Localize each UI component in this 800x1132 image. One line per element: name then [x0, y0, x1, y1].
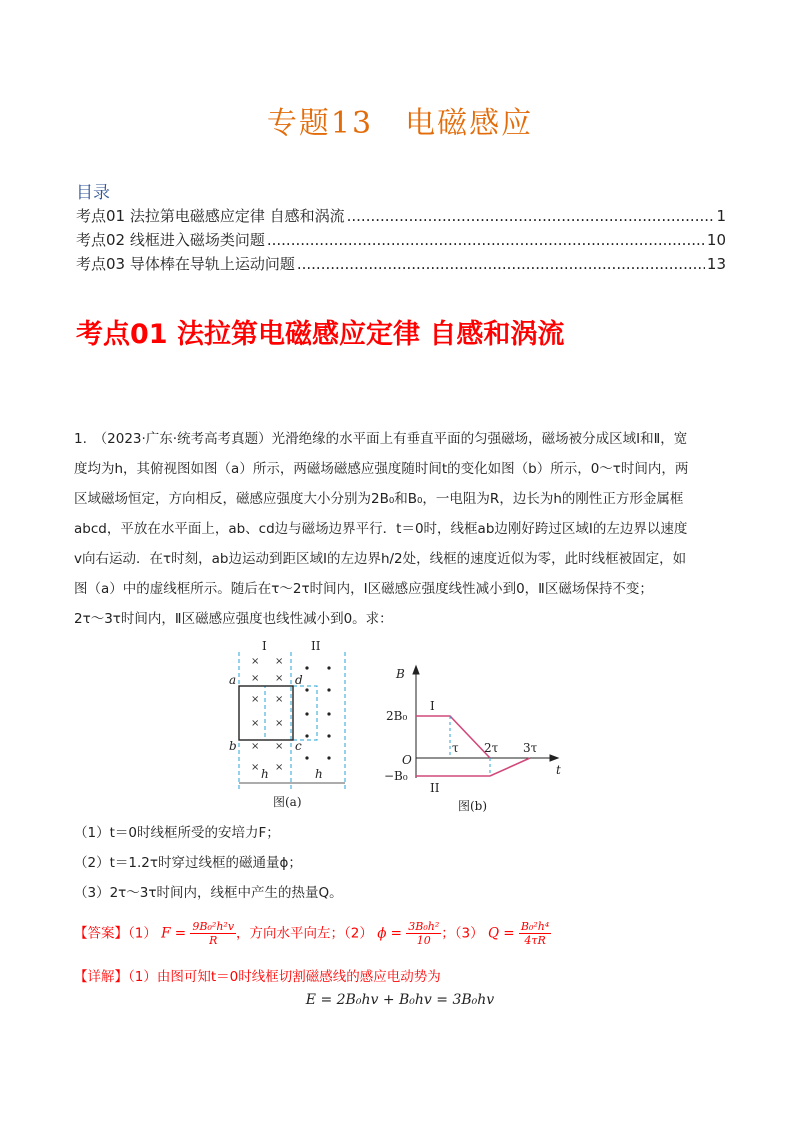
svg-text:×: × [275, 673, 284, 684]
figure-b [380, 660, 570, 815]
svg-text:×: × [275, 741, 284, 752]
svg-text:×: × [275, 718, 284, 729]
detail-equation: E = 2B₀hv + B₀hv = 3B₀hv [305, 992, 495, 1008]
svg-text:d: d [295, 673, 303, 687]
svg-text:×: × [275, 762, 284, 773]
svg-text:图(a): 图(a) [273, 795, 302, 809]
svg-text:τ: τ [452, 741, 459, 755]
section-heading: 考点01 法拉第电磁感应定律 自感和涡流 [76, 319, 565, 350]
chart-series [416, 716, 530, 776]
svg-text:a: a [229, 673, 237, 687]
svg-text:I: I [262, 640, 267, 653]
toc-heading: 目录 [76, 183, 110, 203]
svg-text:图(b): 图(b) [458, 799, 488, 813]
page-title: 专题13 电磁感应 [266, 106, 534, 141]
toc-item-2[interactable]: 考点02 线框进入磁场类问题 ..... 10 [76, 229, 726, 250]
svg-text:×: × [251, 656, 260, 667]
svg-text:I: I [430, 699, 435, 713]
svg-text:×: × [251, 694, 260, 705]
question-2: （2）t＝1.2τ时穿过线框的磁通量ϕ； [74, 855, 302, 871]
svg-text:c: c [295, 739, 302, 753]
svg-text:×: × [275, 694, 284, 705]
svg-text:2τ: 2τ [484, 741, 499, 755]
svg-text:×: × [251, 762, 260, 773]
toc-item-1[interactable]: 考点01 法拉第电磁感应定律 自感和涡流 ..... 1 [76, 205, 726, 226]
question-3: （3）2τ～3τ时间内，线框中产生的热量Q。 [74, 885, 343, 901]
questions [74, 818, 734, 908]
svg-text:h: h [261, 767, 269, 781]
detail-line: 【详解】（1）由图可知t＝0时线框切割磁感线的感应电动势为 [74, 969, 441, 985]
svg-text:II: II [430, 781, 440, 795]
figure-a [225, 640, 365, 815]
toc-item-3[interactable]: 考点03 导体棒在导轨上运动问题 ..... 13 [76, 253, 726, 274]
svg-text:B: B [396, 667, 405, 681]
svg-text:II: II [311, 640, 321, 653]
svg-text:3τ: 3τ [523, 741, 538, 755]
svg-text:×: × [275, 656, 284, 667]
svg-text:O: O [402, 753, 412, 767]
problem-text: 1. （2023·广东·统考高考真题）光滑绝缘的水平面上有垂直平面的匀强磁场，磁场被分成区域Ⅰ和Ⅱ，宽 度均为h，其俯视图如图（a）所示，两磁场磁感应强度随时间t的变化如图（b）所示，0～τ时间内，两 区域磁场恒定，方向相反，磁感应强度大小分别为2B₀和B₀，一电阻为R，边长为h的刚性正方形金属框 abcd，平放在水平面上，ab、cd边与磁场边界平行．t＝0时，线框ab边刚好跨过区域Ⅰ的左边界以速度 v向右运动．在τ时刻，ab边运动到距区域Ⅰ的左边界h/2处，线框的速度近似为零，此时线框被固定，如 图（a）中的虚线框所示。随后在τ～2τ时间内，Ⅰ区磁感应强度线性减小到0，Ⅱ区磁场保持不变； 2τ～3τ时间内，Ⅱ区磁感应强度也线性减小到0。求： [74, 431, 689, 627]
answer-line: 【答案】（1） F = $\frac{\text{9B₀²h²v}}{R}$ ，方向水平向左；（2） ϕ = $\frac{\text{3B₀h²}}{10}$ ；（3） Q = $\frac{\text{B₀²h⁴}}{4\tau R}$ [74, 920, 550, 947]
svg-text:×: × [251, 741, 260, 752]
svg-text:−B₀: −B₀ [384, 769, 408, 783]
svg-text:2B₀: 2B₀ [386, 709, 408, 723]
svg-text:h: h [315, 767, 323, 781]
svg-text:b: b [229, 739, 237, 753]
question-1: （1）t＝0时线框所受的安培力F； [74, 825, 280, 841]
svg-text:t: t [556, 763, 561, 777]
svg-text:×: × [251, 718, 260, 729]
svg-text:×: × [251, 673, 260, 684]
